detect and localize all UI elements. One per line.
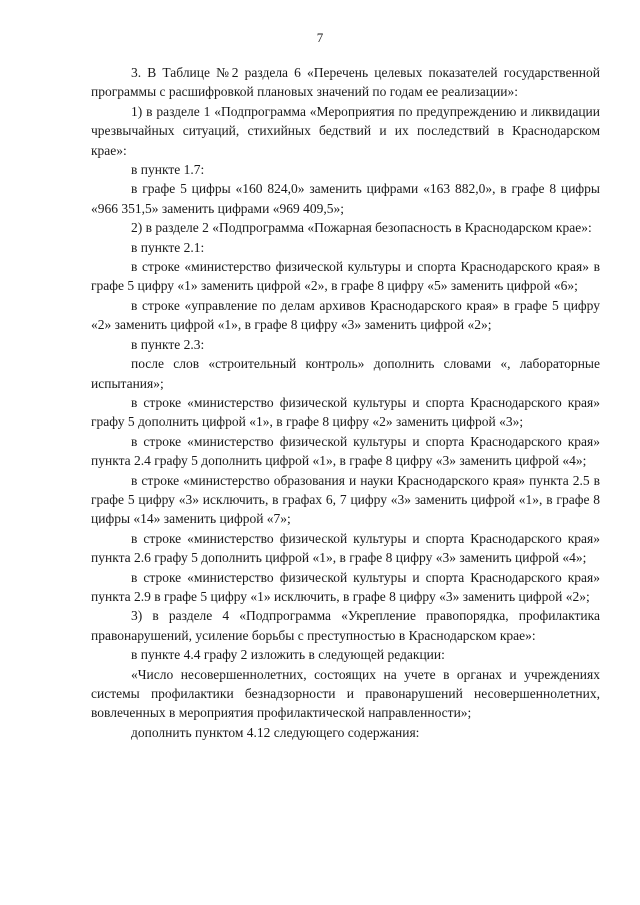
paragraph-section-2-heading: 2) в разделе 2 «Подпрограмма «Пожарная безопасность в Краснодарском крае»: xyxy=(131,220,592,236)
paragraph-item-1-7-change: в графе 5 цифры «160 824,0» заменить цифрами «163 882,0», в графе 8 цифры «966 351,5» заменить цифрами «969 409,5»; xyxy=(91,181,600,216)
paragraph-section-1-heading: 1) в разделе 1 «Подпрограмма «Мероприятия по предупреждению и ликвидации чрезвычайных ситуаций, стихийных бедствий и их последствий в Краснодарском крае»: xyxy=(91,103,600,158)
paragraph-item-2-1-archives: в строке «управление по делам архивов Краснодарского края» в графе 5 цифру «2» заменить цифрой «1», в графе 8 цифру «3» заменить цифрой «2»; xyxy=(91,297,600,333)
page-number: 7 xyxy=(316,30,324,45)
paragraph-item-2-3-sport: в строке «министерство физической культуры и спорта Краснодарского края» графу 5 дополнить цифрой «1», в графе 8 цифру «2» заменить цифрой «3»; xyxy=(91,394,600,430)
document-body xyxy=(91,63,600,742)
paragraph-table-2-intro: 3. В Таблице №2 раздела 6 «Перечень целевых показателей государственной программы с расшифровкой плановых значений по годам ее реализации»: xyxy=(91,65,600,100)
paragraph-item-4-12: дополнить пунктом 4.12 следующего содержания: xyxy=(131,724,420,740)
paragraph-item-2-1: в пункте 2.1: xyxy=(131,239,205,255)
paragraph-item-1-7: в пункте 1.7: xyxy=(131,162,205,178)
paragraph-item-2-4-sport: в строке «министерство физической культуры и спорта Краснодарского края» пункта 2.4 графу 5 дополнить цифрой «1», в графе 8 цифру «3» заменить цифрой «4»; xyxy=(91,433,600,469)
paragraph-item-2-1-sport: в строке «министерство физической культуры и спорта Краснодарского края» в графе 5 цифру «1» заменить цифрой «2», в графе 8 цифру «5» заменить цифрой «6»; xyxy=(91,259,600,294)
paragraph-item-2-6-sport: в строке «министерство физической культуры и спорта Краснодарского края» пункта 2.6 графу 5 дополнить цифрой «1», в графе 8 цифру «3» заменить цифрой «4»; xyxy=(91,530,600,566)
paragraph-item-2-5-education: в строке «министерство образования и науки Краснодарского края» пункта 2.5 в графе 5 цифру «3» исключить, в графах 6, 7 цифру «3» заменить цифрой «1», в графе 8 цифры «14» заменить цифрой «7»; xyxy=(91,472,600,527)
paragraph-section-4-heading: 3) в разделе 4 «Подпрограмма «Укрепление правопорядка, профилактика правонарушений, усиление борьбы с преступностью в Краснодарском крае»: xyxy=(91,608,600,643)
paragraph-item-2-9-sport: в строке «министерство физической культуры и спорта Краснодарского края» пункта 2.9 в графе 5 цифру «1» исключить, в графе 8 цифру «3» заменить цифрой «2»; xyxy=(91,569,600,604)
paragraph-item-2-3: в пункте 2.3: xyxy=(131,336,205,352)
paragraph-item-4-4-text: «Число несовершеннолетних, состоящих на учете в органах и учреждениях системы профилактики безнадзорности и правонарушений несовершеннолетних, вовлеченных в мероприятия профилактической направленности»; xyxy=(91,666,600,721)
paragraph-item-4-4: в пункте 4.4 графу 2 изложить в следующей редакции: xyxy=(131,647,445,663)
paragraph-item-2-3-lab-tests: после слов «строительный контроль» дополнить словами «, лабораторные испытания»; xyxy=(91,356,600,391)
